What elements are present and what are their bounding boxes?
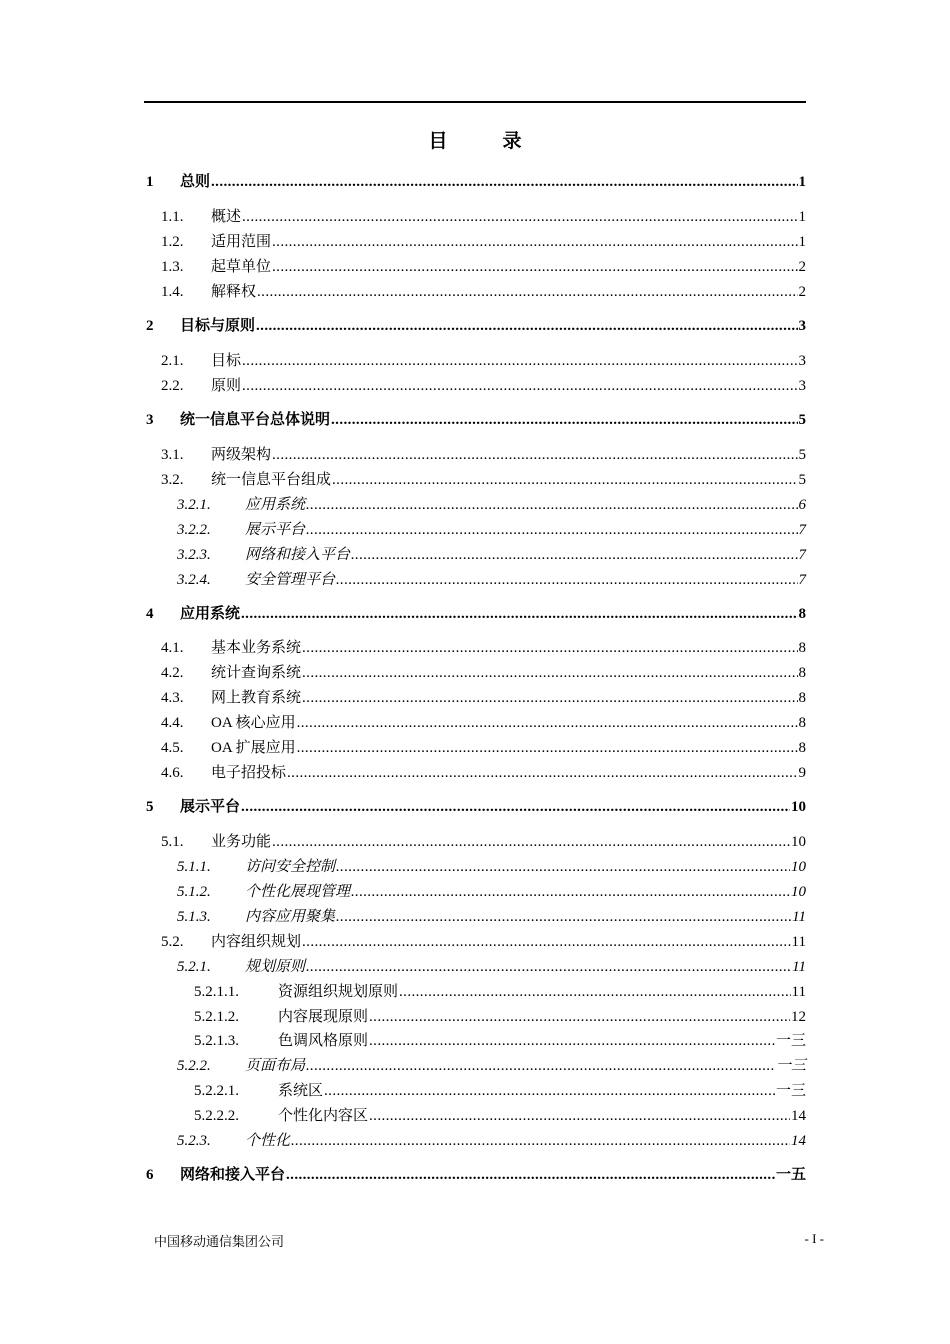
toc-dot-leader — [302, 932, 791, 952]
toc-entry[interactable] — [144, 982, 806, 1002]
toc-entry-label: 解释权 — [211, 284, 257, 300]
toc-dot-leader — [399, 982, 791, 1002]
toc-entry-page: 2 — [798, 259, 806, 275]
toc-dot-leader — [241, 604, 797, 624]
header-rule — [144, 101, 806, 103]
toc-entry[interactable] — [144, 832, 806, 852]
toc-entry-label: 网络和接入平台 — [245, 547, 351, 563]
toc-entry-label: 展示平台 — [180, 799, 241, 815]
toc-entry-page: 10 — [791, 834, 806, 850]
toc-entry-label: 个性化展现管理 — [245, 884, 351, 900]
toc-entry-number: 1.4. — [161, 284, 184, 300]
toc-dot-leader — [242, 207, 797, 227]
toc-entry-label: 个性化内容区 — [278, 1108, 369, 1124]
toc-entry[interactable] — [144, 1106, 806, 1126]
toc-dot-leader — [272, 257, 797, 277]
toc-dot-leader — [242, 376, 797, 396]
toc-entry-number: 5.2.1.1. — [194, 984, 239, 1000]
toc-entry-label: 访问安全控制 — [245, 859, 336, 875]
toc-entry-label: 统一信息平台组成 — [211, 472, 332, 488]
toc-entry-page: 1 — [798, 209, 806, 225]
toc-dot-leader — [306, 495, 797, 515]
toc-entry-page: 9 — [798, 765, 806, 781]
toc-entry-number: 4.2. — [161, 665, 184, 681]
toc-dot-leader — [351, 882, 790, 902]
toc-entry[interactable] — [144, 445, 806, 465]
toc-entry-number: 5.1.3. — [177, 909, 211, 925]
toc-entry[interactable] — [144, 1131, 806, 1151]
toc-entry[interactable] — [144, 1081, 806, 1101]
toc-entry[interactable] — [144, 763, 806, 783]
toc-entry-label: 总则 — [180, 174, 211, 190]
toc-dot-leader — [286, 1165, 775, 1185]
toc-entry-number: 5.2.1.2. — [194, 1009, 239, 1025]
toc-entry-label: 网络和接入平台 — [180, 1167, 286, 1183]
toc-entry-page: 8 — [798, 665, 806, 681]
toc-entry[interactable] — [144, 207, 806, 227]
toc-entry-number: 5.1. — [161, 834, 184, 850]
toc-entry-label: 目标与原则 — [180, 318, 256, 334]
toc-entry-number: 5.2.2.2. — [194, 1108, 239, 1124]
toc-entry-page: 5 — [798, 412, 806, 428]
toc-entry-page: 一三 — [775, 1083, 806, 1099]
toc-entry-number: 3.1. — [161, 447, 184, 463]
toc-entry[interactable] — [144, 232, 806, 252]
footer-page-number: - I - — [804, 1231, 824, 1246]
toc-entry[interactable] — [144, 932, 806, 952]
toc-dot-leader — [332, 470, 797, 490]
toc-entry-page: 一五 — [775, 1167, 806, 1183]
toc-entry-label: 应用系统 — [245, 497, 306, 513]
toc-entry-page: 1 — [798, 174, 806, 190]
toc-entry-page: 5 — [798, 472, 806, 488]
toc-entry-number: 3.2.3. — [177, 547, 211, 563]
toc-entry[interactable] — [144, 738, 806, 758]
toc-entry[interactable] — [144, 857, 806, 877]
toc-entry-page: 11 — [791, 934, 806, 950]
toc-entry[interactable] — [144, 882, 806, 902]
toc-entry-label: 页面布局 — [245, 1058, 306, 1074]
toc-dot-leader — [291, 1131, 790, 1151]
toc-entry-number: 1 — [146, 174, 154, 190]
toc-dot-leader — [302, 638, 797, 658]
toc-dot-leader — [331, 410, 797, 430]
toc-entry-number: 5.2.2.1. — [194, 1083, 239, 1099]
toc-entry-label: 规划原则 — [245, 959, 306, 975]
toc-entry[interactable] — [144, 282, 806, 302]
toc-entry-page: 10 — [791, 884, 806, 900]
toc-entry-label: OA 扩展应用 — [211, 740, 296, 756]
toc-dot-leader — [369, 1106, 790, 1126]
toc-entry-number: 2.2. — [161, 378, 184, 394]
toc-entry-page: 10 — [791, 859, 806, 875]
toc-dot-leader — [369, 1007, 790, 1027]
toc-entry-number: 1.1. — [161, 209, 184, 225]
toc-entry-label: 资源组织规划原则 — [278, 984, 399, 1000]
toc-entry-page: 一三 — [775, 1033, 806, 1049]
toc-entry-label: 统一信息平台总体说明 — [180, 412, 331, 428]
toc-entry-page: 8 — [798, 640, 806, 656]
toc-dot-leader — [306, 1056, 775, 1076]
toc-dot-leader — [306, 520, 797, 540]
toc-entry-label: OA 核心应用 — [211, 715, 296, 731]
toc-dot-leader — [369, 1031, 775, 1051]
toc-dot-leader — [336, 907, 791, 927]
toc-entry-page: 7 — [798, 522, 806, 538]
toc-entry-page: 8 — [798, 715, 806, 731]
toc-entry[interactable] — [144, 797, 806, 817]
toc-entry[interactable] — [144, 638, 806, 658]
toc-entry-number: 5.1.1. — [177, 859, 211, 875]
toc-entry-page: 8 — [798, 740, 806, 756]
toc-entry[interactable] — [144, 495, 806, 515]
toc-entry-label: 内容应用聚集 — [245, 909, 336, 925]
toc-entry[interactable] — [144, 257, 806, 277]
toc-dot-leader — [351, 545, 797, 565]
toc-entry-number: 5.2.1.3. — [194, 1033, 239, 1049]
toc-dot-leader — [272, 832, 790, 852]
toc-entry[interactable] — [144, 1031, 806, 1051]
toc-dot-leader — [297, 738, 798, 758]
toc-entry-page: 11 — [792, 909, 806, 925]
toc-entry-number: 1.2. — [161, 234, 184, 250]
toc-entry-label: 内容展现原则 — [278, 1009, 369, 1025]
toc-entry-number: 5.2.2. — [177, 1058, 211, 1074]
footer-company: 中国移动通信集团公司 — [154, 1234, 285, 1249]
toc-entry[interactable] — [144, 570, 806, 590]
toc-entry-label: 色调风格原则 — [278, 1033, 369, 1049]
toc-entry-page: 14 — [791, 1108, 806, 1124]
toc-entry-number: 5.2. — [161, 934, 184, 950]
toc-entry-label: 展示平台 — [245, 522, 306, 538]
toc-entry-number: 6 — [146, 1167, 154, 1183]
toc-dot-leader — [297, 713, 798, 733]
toc-dot-leader — [257, 282, 797, 302]
toc-entry[interactable] — [144, 604, 806, 624]
toc-entry-page: 14 — [791, 1133, 806, 1149]
toc-entry-number: 5.2.1. — [177, 959, 211, 975]
toc-entry-number: 2 — [146, 318, 154, 334]
toc-entry[interactable] — [144, 545, 806, 565]
toc-entry-number: 5 — [146, 799, 154, 815]
toc-entry-number: 2.1. — [161, 353, 184, 369]
toc-entry-label: 内容组织规划 — [211, 934, 302, 950]
toc-entry-page: 12 — [791, 1009, 806, 1025]
toc-entry[interactable] — [144, 1165, 806, 1185]
toc-entry-label: 应用系统 — [180, 606, 241, 622]
toc-entry-label: 业务功能 — [211, 834, 272, 850]
toc-dot-leader — [242, 351, 797, 371]
toc-entry[interactable] — [144, 376, 806, 396]
toc-entry-number: 1.3. — [161, 259, 184, 275]
toc-entry[interactable] — [144, 1056, 806, 1076]
toc-entry-label: 网上教育系统 — [211, 690, 302, 706]
toc-entry-number: 4.5. — [161, 740, 184, 756]
toc-entry-page: 7 — [798, 572, 806, 588]
toc-entry[interactable] — [144, 713, 806, 733]
toc-entry-number: 3.2.1. — [177, 497, 211, 513]
toc-entry[interactable] — [144, 316, 806, 336]
toc-dot-leader — [302, 688, 797, 708]
toc-dot-leader — [211, 172, 797, 192]
toc-entry-label: 目标 — [211, 353, 242, 369]
toc-entry-page: 8 — [798, 690, 806, 706]
toc-entry-number: 4.3. — [161, 690, 184, 706]
toc-entry-page: 10 — [791, 799, 806, 815]
toc-entry-number: 3 — [146, 412, 154, 428]
toc-title: 目 录 — [428, 131, 540, 152]
toc-entry[interactable] — [144, 410, 806, 430]
toc-entry-label: 基本业务系统 — [211, 640, 302, 656]
toc-dot-leader — [302, 663, 797, 683]
toc-entry-page: 11 — [792, 959, 806, 975]
toc-entry-page: 2 — [798, 284, 806, 300]
toc-dot-leader — [272, 232, 797, 252]
toc-entry-page: 1 — [798, 234, 806, 250]
toc-entry-number: 4.1. — [161, 640, 184, 656]
toc-entry-page: 8 — [798, 606, 806, 622]
toc-entry-label: 个性化 — [245, 1133, 291, 1149]
toc-entry-page: 3 — [798, 353, 806, 369]
toc-entry-number: 5.1.2. — [177, 884, 211, 900]
toc-dot-leader — [272, 445, 797, 465]
toc-entry-label: 电子招投标 — [211, 765, 287, 781]
toc-entry[interactable] — [144, 907, 806, 927]
toc-entry-number: 4 — [146, 606, 154, 622]
toc-dot-leader — [336, 570, 797, 590]
toc-entry-page: 3 — [798, 378, 806, 394]
toc-entry-page: 5 — [798, 447, 806, 463]
toc-entry-label: 概述 — [211, 209, 242, 225]
toc-entry-page: 3 — [798, 318, 806, 334]
toc-entry[interactable] — [144, 351, 806, 371]
toc-entry[interactable] — [144, 470, 806, 490]
toc-dot-leader — [256, 316, 797, 336]
toc-entry[interactable] — [144, 172, 806, 192]
toc-entry[interactable] — [144, 957, 806, 977]
toc-entry-label: 安全管理平台 — [245, 572, 336, 588]
toc-entry-page: 6 — [798, 497, 806, 513]
toc-dot-leader — [306, 957, 791, 977]
toc-entry-label: 原则 — [211, 378, 242, 394]
toc-entry-number: 3.2. — [161, 472, 184, 488]
toc-entry[interactable] — [144, 688, 806, 708]
toc-entry-label: 两级架构 — [211, 447, 272, 463]
toc-entry-page: 7 — [798, 547, 806, 563]
toc-entry-number: 3.2.4. — [177, 572, 211, 588]
toc-entry-number: 4.4. — [161, 715, 184, 731]
toc-dot-leader — [287, 763, 797, 783]
toc-entry-number: 5.2.3. — [177, 1133, 211, 1149]
toc-entry[interactable] — [144, 1007, 806, 1027]
toc-entry[interactable] — [144, 520, 806, 540]
toc-entry[interactable] — [144, 663, 806, 683]
toc-entry-label: 统计查询系统 — [211, 665, 302, 681]
toc-entry-page: 11 — [791, 984, 806, 1000]
toc-entry-label: 系统区 — [278, 1083, 324, 1099]
toc-entry-page: 一三 — [775, 1058, 806, 1074]
toc-entry-label: 起草单位 — [211, 259, 272, 275]
toc-dot-leader — [324, 1081, 775, 1101]
toc-entry-label: 适用范围 — [211, 234, 272, 250]
toc-entry-number: 4.6. — [161, 765, 184, 781]
toc-dot-leader — [241, 797, 790, 817]
toc-dot-leader — [336, 857, 790, 877]
toc-entry-number: 3.2.2. — [177, 522, 211, 538]
